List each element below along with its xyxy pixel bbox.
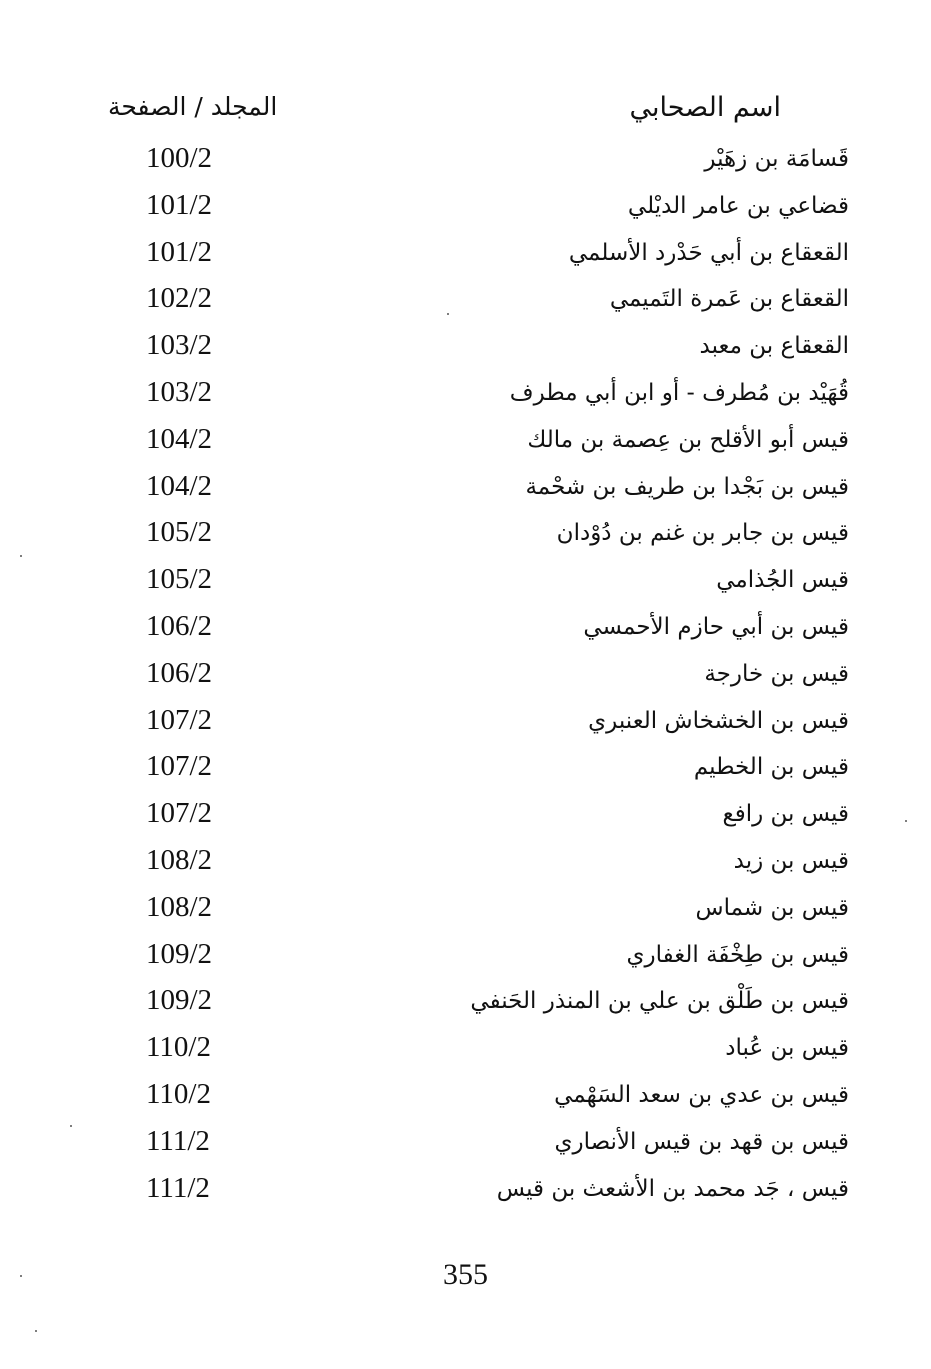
page-number: 355 xyxy=(443,1258,488,1291)
list-item xyxy=(0,140,931,187)
list-item xyxy=(0,889,931,936)
volume-page-ref: 103/2 xyxy=(146,329,213,362)
volume-page-ref: 101/2 xyxy=(146,188,213,221)
companion-name: قيس بن الخطيم xyxy=(693,754,849,781)
volume-page-ref: 102/2 xyxy=(146,282,213,315)
list-item xyxy=(0,936,931,983)
list-item xyxy=(0,421,931,468)
volume-page-ref: 111/2 xyxy=(146,1124,210,1157)
list-item xyxy=(0,280,931,327)
list-item xyxy=(0,234,931,281)
list-item xyxy=(0,1170,931,1217)
companion-name: القعقاع بن عَمرة التَميمي xyxy=(609,286,849,313)
companion-name: القعقاع بن أبي حَدْرد الأسلمي xyxy=(568,239,849,266)
companion-name: قيس بن بَجْدا بن طريف بن شحْمة xyxy=(525,473,849,500)
volume-page-ref: 109/2 xyxy=(146,984,213,1017)
volume-page-ref: 110/2 xyxy=(146,1031,211,1064)
volume-page-ref: 107/2 xyxy=(146,797,213,830)
volume-page-ref: 101/2 xyxy=(146,235,213,268)
companion-name: قيس الجُذامي xyxy=(716,567,849,594)
companion-name: قيس بن طِخْفَة الغفاري xyxy=(626,941,849,968)
companion-name: قيس بن قهد بن قيس الأنصاري xyxy=(554,1128,849,1155)
volume-page-ref: 106/2 xyxy=(146,656,213,689)
companion-name: قيس بن عُباد xyxy=(725,1035,849,1062)
list-item xyxy=(0,842,931,889)
companion-name: قيس ، جَد محمد بن الأشعث بن قيس xyxy=(496,1175,849,1202)
column-header-volume-page: المجلد / الصفحة xyxy=(108,92,278,121)
companion-name: قيس بن عدي بن سعد السَهْمي xyxy=(554,1081,849,1108)
companion-name: قيس بن خارجة xyxy=(704,660,849,687)
volume-page-ref: 108/2 xyxy=(146,890,213,923)
volume-page-ref: 106/2 xyxy=(146,609,213,642)
column-header-companion-name: اسم الصحابي xyxy=(629,92,781,123)
list-item xyxy=(0,1029,931,1076)
companion-name: قيس بن أبي حازم الأحمسي xyxy=(583,613,849,640)
list-item xyxy=(0,561,931,608)
companion-name: قيس بن زيد xyxy=(733,847,849,874)
companion-name: قيس بن شماس xyxy=(695,894,849,921)
companion-name: قيس بن طَلْق بن علي بن المنذر الحَنفي xyxy=(470,988,849,1015)
entries-list xyxy=(0,140,931,1216)
volume-page-ref: 103/2 xyxy=(146,375,213,408)
scan-speck xyxy=(20,555,22,557)
list-item xyxy=(0,982,931,1029)
volume-page-ref: 109/2 xyxy=(146,937,213,970)
list-item xyxy=(0,655,931,702)
companion-name: قضاعي بن عامر الديْلي xyxy=(627,192,849,219)
list-item xyxy=(0,608,931,655)
companion-name: القعقاع بن معبد xyxy=(699,333,849,360)
scan-speck xyxy=(447,313,449,315)
volume-page-ref: 107/2 xyxy=(146,750,213,783)
volume-page-ref: 100/2 xyxy=(146,142,213,174)
scan-speck xyxy=(20,1275,22,1277)
list-item xyxy=(0,1123,931,1170)
volume-page-ref: 111/2 xyxy=(146,1171,210,1204)
table-header xyxy=(0,92,931,136)
companion-name: قيس بن الخشخاش العنبري xyxy=(588,707,849,734)
list-item xyxy=(0,795,931,842)
companion-name: قيس بن رافع xyxy=(722,801,849,828)
volume-page-ref: 110/2 xyxy=(146,1077,211,1110)
volume-page-ref: 108/2 xyxy=(146,843,213,876)
list-item xyxy=(0,748,931,795)
volume-page-ref: 104/2 xyxy=(146,469,213,502)
companion-name: قيس أبو الأقلح بن عِصمة بن مالك xyxy=(527,426,849,453)
companion-name: قُهَيْد بن مُطرف - أو ابن أبي مطرف xyxy=(509,379,849,406)
list-item xyxy=(0,468,931,515)
list-item xyxy=(0,327,931,374)
scan-speck xyxy=(35,1330,37,1332)
scan-speck xyxy=(70,1125,72,1127)
companion-name: قيس بن جابر بن غنم بن دُوْدان xyxy=(556,520,849,547)
list-item xyxy=(0,702,931,749)
volume-page-ref: 105/2 xyxy=(146,563,213,596)
list-item xyxy=(0,514,931,561)
volume-page-ref: 105/2 xyxy=(146,516,213,549)
volume-page-ref: 107/2 xyxy=(146,703,213,736)
list-item xyxy=(0,1076,931,1123)
volume-page-ref: 104/2 xyxy=(146,422,213,455)
list-item xyxy=(0,374,931,421)
scan-speck xyxy=(905,820,907,822)
list-item xyxy=(0,187,931,234)
companion-name: قَسامَة بن زهَيْر xyxy=(704,146,849,172)
